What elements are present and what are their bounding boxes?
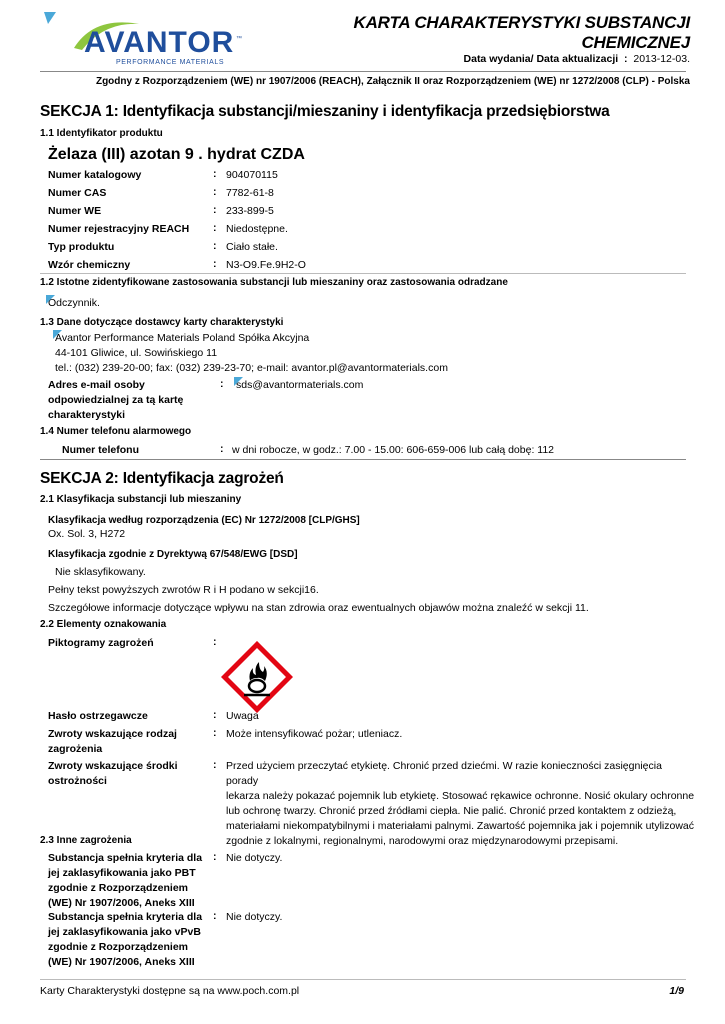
field-label: Numer katalogowy bbox=[48, 169, 142, 181]
section-1-title: SEKCJA 1: Identyfikacja substancji/mieszaniny i identyfikacja przedsiębiorstwa bbox=[40, 103, 610, 120]
issue-date-label: Data wydania/ Data aktualizacji bbox=[463, 53, 619, 65]
pbt-label bbox=[48, 851, 208, 911]
note-flag-icon bbox=[234, 377, 243, 386]
subsection-2-2: 2.2 Elementy oznakowania bbox=[40, 619, 167, 630]
hazard-value: Może intensyfikować pożar; utleniacz. bbox=[226, 728, 403, 740]
section-divider bbox=[40, 459, 686, 460]
signal-word-colon: : bbox=[213, 709, 217, 721]
regulation-line: Zgodny z Rozporządzeniem (WE) nr 1907/2006 (REACH), Załącznik II oraz Rozporządzeniem (WE) nr 1272/2008 (CLP) - Polska bbox=[95, 76, 690, 87]
email-colon: : bbox=[220, 378, 224, 390]
dsd-value: Nie sklasyfikowany. bbox=[55, 566, 146, 578]
subsection-1-2: 1.2 Istotne zidentyfikowane zastosowania substancji lub mieszaniny oraz zastosowania odradzane bbox=[40, 277, 508, 288]
footer-divider bbox=[40, 979, 686, 980]
email-value[interactable] bbox=[236, 378, 363, 393]
field-value: 7782-61-8 bbox=[226, 187, 274, 199]
issue-date-colon: : bbox=[624, 53, 628, 65]
subsection-2-3: 2.3 Inne zagrożenia bbox=[40, 835, 132, 846]
hazard-label bbox=[48, 727, 208, 757]
field-label: Numer WE bbox=[48, 205, 102, 217]
footer-note: Karty Charakterystyki dostępne są na www.poch.com.pl bbox=[40, 985, 300, 997]
pbt-value: Nie dotyczy. bbox=[226, 852, 283, 864]
subsection-2-1: 2.1 Klasyfikacja substancji lub mieszaniny bbox=[40, 494, 242, 505]
product-name: Żelaza (III) azotan 9 . hydrat CZDA bbox=[48, 146, 305, 163]
issue-date-value: 2013-12-03. bbox=[633, 53, 690, 65]
precaution-text bbox=[226, 759, 696, 849]
document-title: KARTA CHARAKTERYSTYKI SUBSTANCJI CHEMICZNEJ bbox=[353, 13, 690, 52]
precaution-label-line: ostrożności bbox=[48, 775, 107, 787]
email-label-line: Adres e-mail osoby bbox=[48, 379, 145, 391]
pbt-label-line: jej zaklasyfikowania jako PBT bbox=[48, 867, 196, 879]
supplier-line: 44-101 Gliwice, ul. Sowińskiego 11 bbox=[55, 347, 218, 359]
hazard-colon: : bbox=[213, 727, 217, 739]
field-label: Numer rejestracyjny REACH bbox=[48, 223, 190, 235]
field-value: 233-899-5 bbox=[226, 205, 274, 217]
field-label: Numer CAS bbox=[48, 187, 107, 199]
phone-value: w dni robocze, w godz.: 7.00 - 15.00: 606-659-006 lub całą dobę: 112 bbox=[232, 444, 555, 456]
field-colon: : bbox=[213, 240, 217, 252]
field-label: Typ produktu bbox=[48, 241, 115, 253]
precaution-colon: : bbox=[213, 759, 217, 771]
subsection-1-4: 1.4 Numer telefonu alarmowego bbox=[40, 426, 192, 437]
signal-word-label: Hasło ostrzegawcze bbox=[48, 710, 148, 722]
precaution-line: materiałami niekompatybilnymi i materiałami palnymi. Zawartość pojemnika jak i pojemnik utylizować bbox=[226, 820, 694, 832]
supplier-block bbox=[55, 331, 448, 376]
precaution-label-line: Zwroty wskazujące środki bbox=[48, 760, 178, 772]
precaution-line: Przed użyciem przeczytać etykietę. Chronić przed dziećmi. W razie konieczności zasięgnięcia porady bbox=[226, 760, 662, 787]
clp-value: Ox. Sol. 3, H272 bbox=[48, 528, 126, 540]
supplier-line: Avantor Performance Materials Poland Spółka Akcyjna bbox=[55, 332, 310, 344]
hazard-label-line: Zwroty wskazujące rodzaj bbox=[48, 728, 177, 740]
pbt-label-line: Substancja spełnia kryteria dla bbox=[48, 852, 203, 864]
header-divider bbox=[40, 71, 686, 72]
vpvb-label-line: zgodnie z Rozporządzeniem bbox=[48, 941, 189, 953]
field-value: 904070115 bbox=[226, 169, 278, 181]
full-text-note: Pełny tekst powyższych zwrotów R i H podano w sekcji16. bbox=[48, 584, 319, 596]
avantor-logo bbox=[44, 10, 244, 70]
product-use-text: Odczynnik. bbox=[48, 297, 100, 309]
pbt-colon: : bbox=[213, 851, 217, 863]
field-value: Niedostępne. bbox=[226, 223, 288, 235]
phone-label: Numer telefonu bbox=[62, 444, 140, 456]
precaution-label bbox=[48, 759, 208, 789]
note-flag-icon bbox=[46, 295, 55, 304]
supplier-line: tel.: (032) 239-20-00; fax: (032) 239-23-70; e-mail: avantor.pl@avantormaterials.com bbox=[55, 362, 448, 374]
email-address-link[interactable]: sds@avantormaterials.com bbox=[236, 379, 364, 391]
field-value: Ciało stałe. bbox=[226, 241, 278, 253]
field-colon: : bbox=[213, 168, 217, 180]
note-flag-icon bbox=[53, 330, 62, 339]
section-2-title: SEKCJA 2: Identyfikacja zagrożeń bbox=[40, 470, 284, 487]
vpvb-label-line: (WE) Nr 1907/2006, Aneks XIII bbox=[48, 956, 195, 968]
email-label bbox=[48, 378, 218, 423]
field-label: Wzór chemiczny bbox=[48, 259, 131, 271]
subsection-1-3: 1.3 Dane dotyczące dostawcy karty charakterystyki bbox=[40, 317, 284, 328]
precaution-line: lekarza należy pokazać pojemnik lub etykietę. Stosować rękawice ochronne. Nosić okulary ochronne bbox=[226, 790, 695, 802]
flame-over-circle-icon bbox=[221, 641, 293, 713]
pictogram-colon: : bbox=[213, 636, 217, 648]
svg-text:™: ™ bbox=[236, 36, 242, 42]
vpvb-colon: : bbox=[213, 910, 217, 922]
pictogram-label: Piktogramy zagrożeń bbox=[48, 637, 154, 649]
clp-heading: Klasyfikacja według rozporządzenia (EC) Nr 1272/2008 [CLP/GHS] bbox=[48, 515, 360, 526]
email-label-line: odpowiedzialnej za tą kartę bbox=[48, 394, 184, 406]
page-number: 1/9 bbox=[669, 985, 684, 997]
email-label-line: charakterystyki bbox=[48, 409, 126, 421]
hazard-label-line: zagrożenia bbox=[48, 743, 103, 755]
issue-date-line bbox=[280, 53, 690, 65]
vpvb-label-line: jej zaklasyfikowania jako vPvB bbox=[48, 926, 201, 938]
field-value: N3-O9.Fe.9H2-O bbox=[226, 259, 306, 271]
phone-colon: : bbox=[220, 443, 224, 455]
svg-text:AVANTOR: AVANTOR bbox=[84, 26, 235, 59]
pbt-label-line: zgodnie z Rozporządzeniem bbox=[48, 882, 189, 894]
field-colon: : bbox=[213, 204, 217, 216]
svg-text:PERFORMANCE MATERIALS: PERFORMANCE MATERIALS bbox=[116, 59, 225, 66]
vpvb-label bbox=[48, 910, 208, 970]
precaution-line: zgodnie z lokalnymi, regionalnymi, narodowymi oraz międzynarodowymi przepisami. bbox=[226, 835, 619, 847]
health-note: Szczegółowe informacje dotyczące wpływu na stan zdrowia oraz ewentualnych objawów można znaleźć w sekcji 11. bbox=[48, 602, 589, 614]
pbt-label-line: (WE) Nr 1907/2006, Aneks XIII bbox=[48, 897, 195, 909]
subsection-1-1: 1.1 Identyfikator produktu bbox=[40, 128, 163, 139]
vpvb-value: Nie dotyczy. bbox=[226, 911, 283, 923]
field-colon: : bbox=[213, 258, 217, 270]
field-colon: : bbox=[213, 222, 217, 234]
precaution-line: lub ochronę twarzy. Chronić przed źródłami ciepła. Nie palić. Chronić przed kontaktem z odzieżą, bbox=[226, 805, 677, 817]
product-use bbox=[48, 296, 100, 311]
dsd-heading: Klasyfikacja zgodnie z Dyrektywą 67/548/EWG [DSD] bbox=[48, 549, 298, 560]
section-divider bbox=[40, 273, 686, 274]
signal-word-value: Uwaga bbox=[226, 710, 259, 722]
vpvb-label-line: Substancja spełnia kryteria dla bbox=[48, 911, 203, 923]
field-colon: : bbox=[213, 186, 217, 198]
